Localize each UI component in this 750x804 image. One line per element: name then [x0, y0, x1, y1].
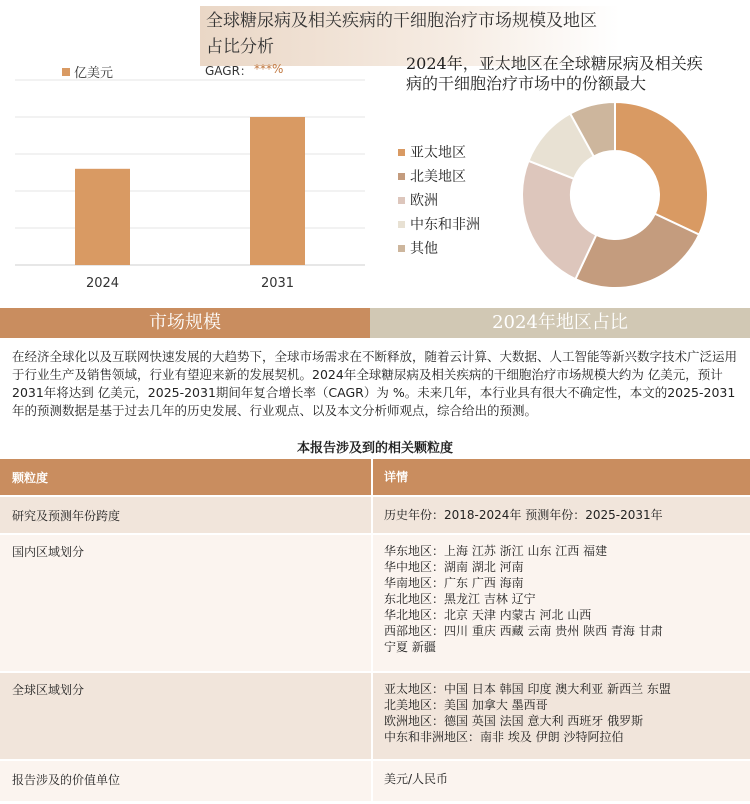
row-details	[384, 507, 734, 523]
row-label: 研究及预测年份跨度	[12, 509, 121, 523]
intro-paragraph: 在经济全球化以及互联网快速发展的大趋势下，全球市场需求在不断释放，随着云计算、大数据、人工智能等新兴数字技术广泛运用于行业生产及销售领域，行业有望迎来新的发展契机。2024年全球糖尿病及相关疾病的干细胞治疗市场规模大约为 亿美元，预计2031年将达到 亿美元，2025-2031期间年复合增长率（CAGR）为 %。未来几年，本行业具有很大不确定性，本文的2025-2031年的预测数据是基于过去几年的历史发展、行业观点、以及本文分析师观点，综合给出的预测。	[12, 349, 738, 418]
legend-swatch	[398, 221, 405, 228]
detail-line: 华南地区：广东 广西 海南	[384, 576, 524, 590]
detail-line: 西部地区：四川 重庆 西藏 云南 贵州 陕西 青海 甘肃	[384, 624, 663, 638]
table-header-row	[0, 459, 750, 495]
legend-label: 欧洲	[410, 193, 438, 209]
detail-line: 美元/人民币	[384, 772, 449, 786]
column-divider	[371, 673, 373, 759]
detail-line: 宁夏 新疆	[384, 640, 436, 654]
legend-item-other	[398, 238, 538, 258]
pie-slice-0	[615, 102, 708, 235]
x-tick-label: 2031	[260, 276, 295, 291]
detail-line: 华东地区：上海 江苏 浙江 山东 江西 福建	[384, 544, 608, 558]
detail-line: 亚太地区：中国 日本 韩国 印度 澳大利亚 新西兰 东盟	[384, 682, 671, 696]
legend-swatch	[398, 173, 405, 180]
detail-line: 华北地区：北京 天津 内蒙古 河北 山西	[384, 608, 592, 622]
section-band-market-size	[0, 308, 370, 338]
x-tick-label: 2024	[85, 276, 120, 291]
table-row	[0, 761, 750, 801]
legend-label: 其他	[410, 241, 438, 257]
legend-item-middle-east-africa	[398, 214, 538, 234]
legend-item-europe	[398, 190, 538, 210]
row-label: 全球区域划分	[12, 683, 85, 697]
bar-chart	[0, 0, 380, 300]
detail-line: 历史年份：2018-2024年 预测年份：2025-2031年	[384, 508, 663, 522]
bar-2024	[75, 169, 130, 265]
pie-chart	[520, 100, 720, 300]
bar-legend-swatch	[62, 68, 70, 76]
pie-slice-1	[575, 214, 699, 288]
pie-chart-title: 2024年，亚太地区在全球糖尿病及相关疾病的干细胞治疗市场中的份额最大	[406, 54, 703, 93]
table-row	[0, 497, 750, 533]
column-divider	[371, 497, 373, 533]
header-cell-details: 详情	[384, 470, 409, 484]
row-label: 报告涉及的价值单位	[12, 773, 121, 787]
column-divider	[371, 535, 373, 671]
row-details	[384, 543, 734, 655]
row-details	[384, 771, 734, 787]
row-details	[384, 681, 734, 745]
legend-label: 北美地区	[410, 169, 466, 185]
section-title-region-share: 2024年地区占比	[492, 312, 628, 333]
row-label: 国内区域划分	[12, 545, 85, 559]
detail-line: 欧洲地区：德国 英国 法国 意大利 西班牙 俄罗斯	[384, 714, 644, 728]
legend-label: 中东和非洲	[410, 217, 480, 233]
gagr-value: ***%	[254, 62, 284, 76]
column-divider	[371, 761, 373, 801]
legend-swatch	[398, 149, 405, 156]
detail-line: 东北地区：黑龙江 吉林 辽宁	[384, 592, 536, 606]
legend-label: 亚太地区	[410, 145, 466, 161]
table-row	[0, 673, 750, 759]
page-title: 全球糖尿病及相关疾病的干细胞治疗市场规模及地区占比分析	[206, 11, 597, 57]
legend-item-north-america	[398, 166, 538, 186]
legend-swatch	[398, 245, 405, 252]
detail-line: 华中地区：湖南 湖北 河南	[384, 560, 524, 574]
gagr-label: GAGR：	[205, 64, 252, 78]
detail-line: 北美地区：美国 加拿大 墨西哥	[384, 698, 548, 712]
table-row	[0, 535, 750, 671]
legend-item-asia-pacific	[398, 142, 538, 162]
detail-line: 中东和非洲地区：南非 埃及 伊朗 沙特阿拉伯	[384, 730, 624, 744]
column-divider	[371, 459, 373, 495]
table-title: 本报告涉及到的相关颗粒度	[296, 441, 453, 456]
section-title-market-size: 市场规模	[149, 312, 221, 333]
header-cell-granularity: 颗粒度	[12, 471, 49, 485]
section-band-region-share	[370, 308, 750, 338]
bar-2031	[250, 117, 305, 265]
legend-swatch	[398, 197, 405, 204]
bar-legend-label: 亿美元	[74, 66, 114, 81]
